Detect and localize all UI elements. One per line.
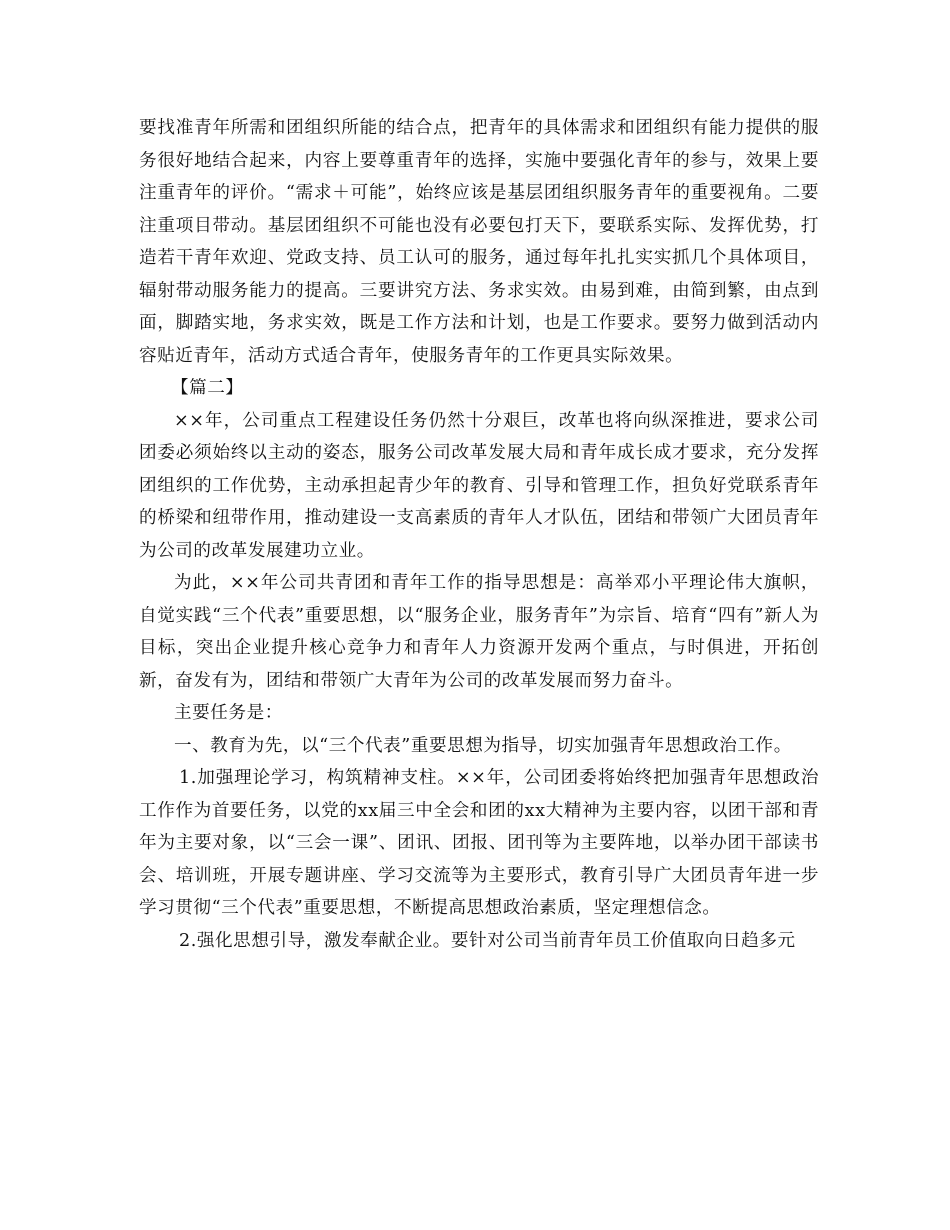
section-heading: 【篇二】 (171, 378, 244, 398)
paragraph-6: 1.加强理论学习，构筑精神支柱。××年，公司团委将始终把加强青年思想政治工作作为首要任务，以党的xx届三中全会和团的xx大精神为主要内容，以团干部和青年为主要对象，以“三会一课”、团讯、团报、团刊等为主要阵地，以举办团干部读书会、培训班，开展专题讲座、学习交流等为主要形式，教育引导广大团员青年进一步学习贯彻“三个代表”重要思想，不断提高思想政治素质，坚定理想信念。 (139, 768, 819, 918)
paragraph-5: 一、教育为先，以“三个代表”重要思想为指导，切实加强青年思想政治工作。 (174, 735, 792, 756)
document-page (139, 112, 819, 957)
paragraph-3: 为此，××年公司共青团和青年工作的指导思想是：高举邓小平理论伟大旗帜，自觉实践“三个代表”重要思想，以“服务企业，服务青年”为宗旨、培育“四有”新人为目标，突出企业提升核心竞争力和青年人力资源开发两个重点，与时俱进，开拓创新，奋发有为，团结和带领广大青年为公司的改革发展而努力奋斗。 (139, 573, 819, 691)
paragraph-1: 要找准青年所需和团组织所能的结合点，把青年的具体需求和团组织有能力提供的服务很好地结合起来，内容上要尊重青年的选择，实施中要强化青年的参与，效果上要注重青年的评价。“需求＋可能”，始终应该是基层团组织服务青年的重要视角。二要注重项目带动。基层团组织不可能也没有必要包打天下，要联系实际、发挥优势，打造若干青年欢迎、党政支持、员工认可的服务，通过每年扎扎实实抓几个具体项目，辐射带动服务能力的提高。三要讲究方法、务求实效。由易到难，由简到繁，由点到面，脚踏实地，务求实效，既是工作方法和计划，也是工作要求。要努力做到活动内容贴近青年，活动方式适合青年，使服务青年的工作更具实际效果。 (139, 118, 819, 366)
paragraph-7: 2.强化思想引导，激发奉献企业。要针对公司当前青年员工价值取向日趋多元 (179, 930, 796, 951)
paragraph-2: ××年，公司重点工程建设任务仍然十分艰巨，改革也将向纵深推进，要求公司团委必须始终以主动的姿态，服务公司改革发展大局和青年成长成才要求，充分发挥团组织的工作优势，主动承担起青少年的教育、引导和管理工作，担负好党联系青年的桥梁和纽带作用，推动建设一支高素质的青年人才队伍，团结和带领广大团员青年为公司的改革发展建功立业。 (139, 410, 819, 561)
paragraph-4: 主要任务是： (174, 703, 283, 723)
